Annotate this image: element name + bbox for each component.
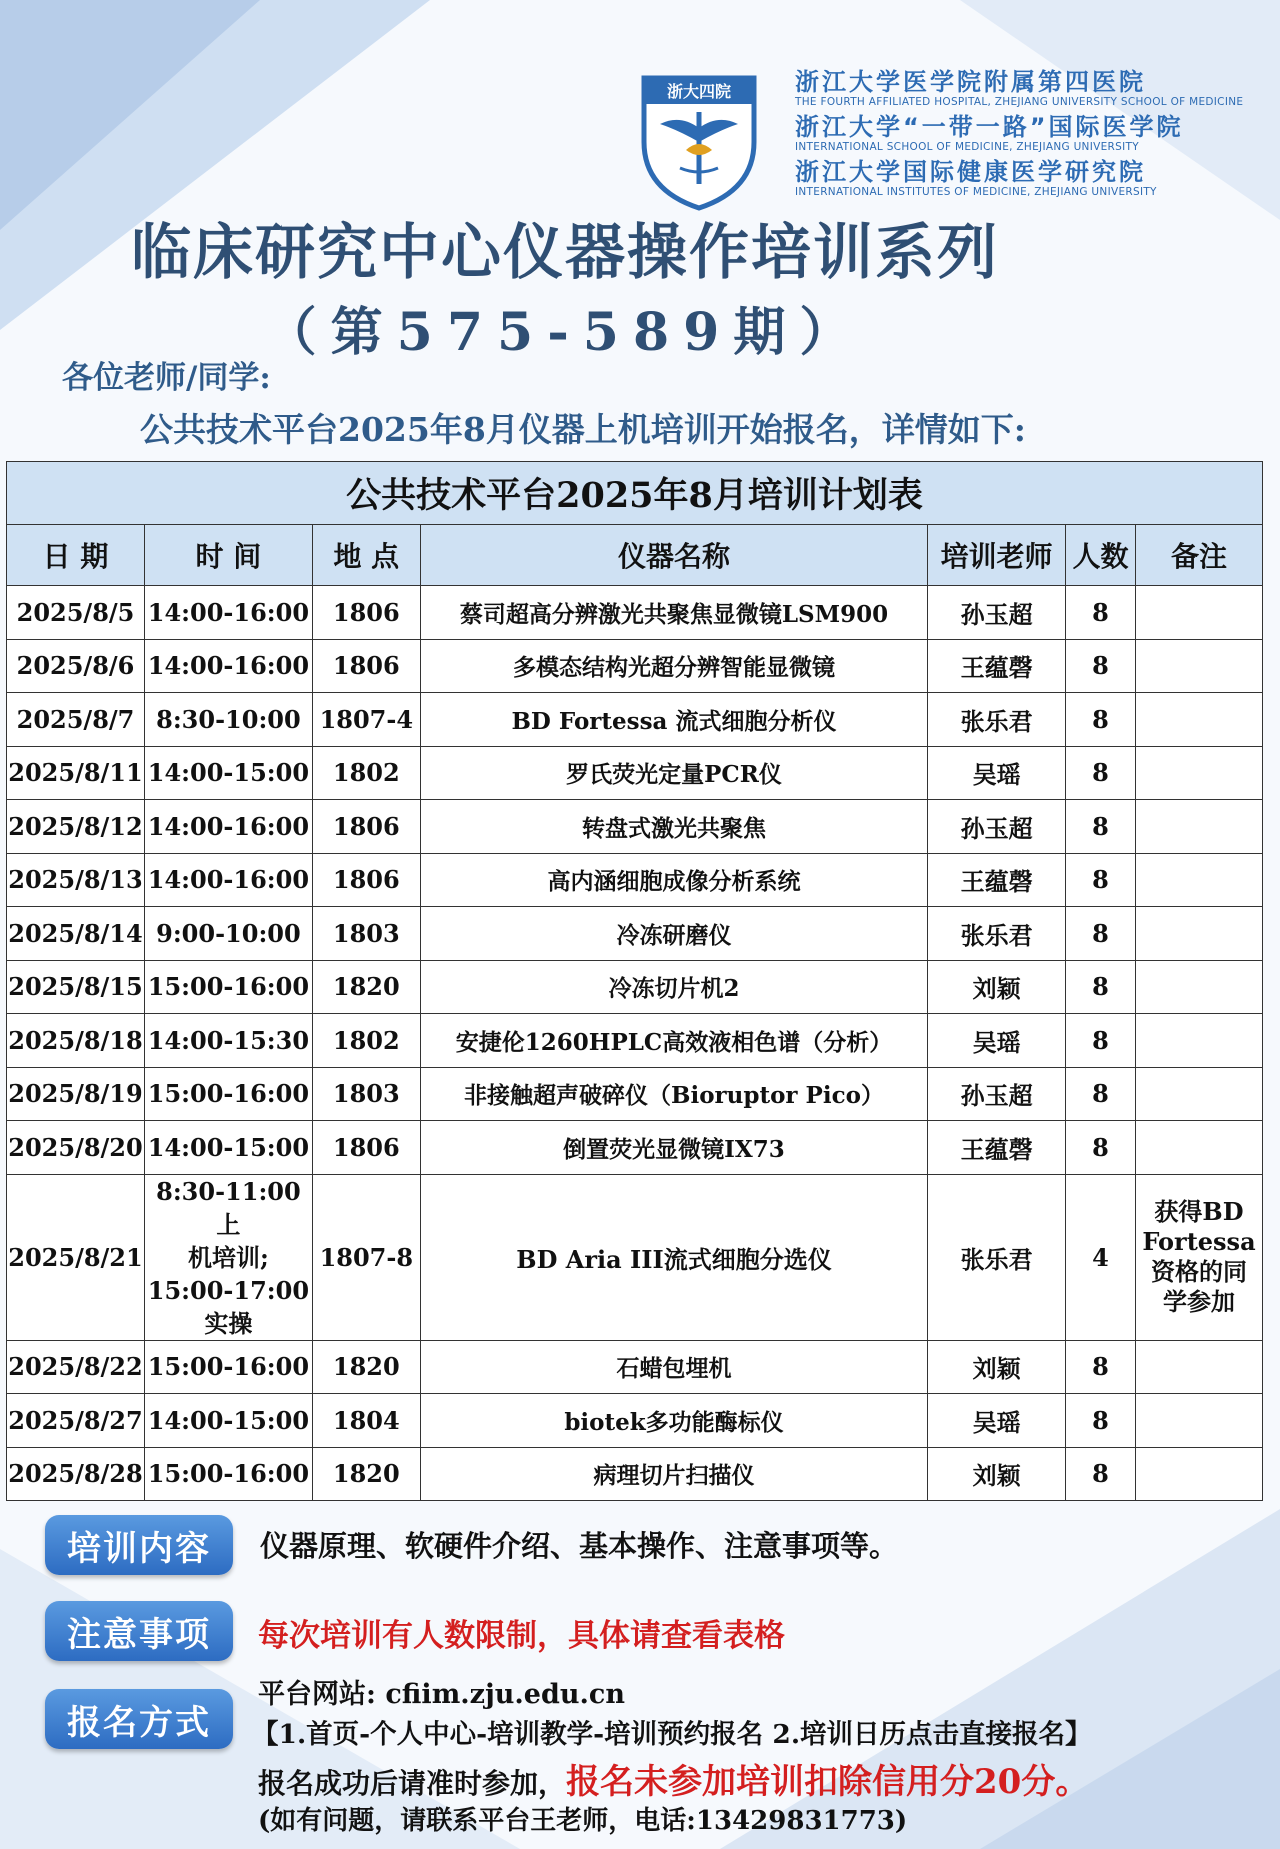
- cell-time: [144, 1174, 312, 1340]
- table-row: [7, 1447, 1263, 1501]
- column-header: 备注: [1135, 525, 1262, 586]
- remark-line: 资格的同: [1150, 1257, 1247, 1286]
- cell-room: 1820: [312, 960, 420, 1014]
- remark-line: 学参加: [1162, 1287, 1235, 1316]
- cell-instrument: BD Aria III流式细胞分选仪: [420, 1174, 927, 1340]
- cell-teacher: 孙玉超: [928, 1067, 1066, 1121]
- training-content-text: 仪器原理、软硬件介绍、基本操作、注意事项等。: [260, 1529, 899, 1563]
- cell-time: 9:00-10:00: [144, 907, 312, 961]
- cell-instrument: 冷冻切片机2: [420, 960, 927, 1014]
- bg-decoration: [0, 0, 260, 230]
- cell-time-line: 实操: [204, 1308, 253, 1338]
- remark-line: Fortessa: [1142, 1227, 1256, 1256]
- notice-label: 注意事项: [45, 1601, 233, 1661]
- cell-time: 14:00-15:00: [144, 1121, 312, 1175]
- cell-instrument: 病理切片扫描仪: [420, 1447, 927, 1501]
- cell-time: 14:00-15:30: [144, 1014, 312, 1068]
- cell-room: 1806: [312, 853, 420, 907]
- cell-date: 2025/8/13: [7, 853, 145, 907]
- institution-name: 浙江大学“一带一路”国际医学院: [795, 113, 1184, 141]
- cell-date: 2025/8/27: [7, 1394, 145, 1448]
- cell-date: 2025/8/6: [7, 639, 145, 693]
- cell-room: 1806: [312, 639, 420, 693]
- institution-name-en: THE FOURTH AFFILIATED HOSPITAL, ZHEJIANG UNIVERSITY SCHOOL OF MEDICINE: [795, 96, 1244, 108]
- column-header: 日 期: [7, 525, 145, 586]
- institution-name-en: INTERNATIONAL INSTITUTES OF MEDICINE, ZHEJIANG UNIVERSITY: [795, 186, 1157, 198]
- table-row: [7, 1394, 1263, 1448]
- cell-time-line: 15:00-17:00: [147, 1275, 310, 1305]
- cell-time: 14:00-16:00: [144, 586, 312, 640]
- cell-date: 2025/8/28: [7, 1447, 145, 1501]
- cell-time: 14:00-16:00: [144, 853, 312, 907]
- table-row: [7, 1340, 1263, 1394]
- table-row: [7, 853, 1263, 907]
- cell-date: 2025/8/14: [7, 907, 145, 961]
- cell-room: 1820: [312, 1447, 420, 1501]
- cell-room: 1806: [312, 800, 420, 854]
- cell-instrument: BD Fortessa 流式细胞分析仪: [420, 693, 927, 747]
- cell-remark: [1135, 1014, 1262, 1068]
- attend-prefix: 报名成功后请准时参加，: [258, 1767, 567, 1800]
- cell-remark: [1135, 1394, 1262, 1448]
- table-row: [7, 1067, 1263, 1121]
- cell-room: 1807-4: [312, 693, 420, 747]
- table-row: [7, 586, 1263, 640]
- table-row: [7, 1121, 1263, 1175]
- cell-teacher: 吴瑶: [928, 746, 1066, 800]
- cell-date: 2025/8/5: [7, 586, 145, 640]
- table-row: [7, 1014, 1263, 1068]
- cell-instrument: 石蜡包埋机: [420, 1340, 927, 1394]
- hospital-logo: [640, 72, 758, 212]
- cell-date: 2025/8/15: [7, 960, 145, 1014]
- cell-room: 1806: [312, 586, 420, 640]
- table-caption: 公共技术平台2025年8月培训计划表: [7, 462, 1263, 525]
- cell-teacher: 刘颖: [928, 1340, 1066, 1394]
- cell-time-line: 机培训;: [187, 1242, 269, 1272]
- cell-time-line: 8:30-11:00上: [156, 1176, 301, 1239]
- cell-remark: [1135, 639, 1262, 693]
- cell-remark: [1135, 960, 1262, 1014]
- page-subtitle: （第575-589期）: [264, 302, 866, 363]
- table-row: [7, 639, 1263, 693]
- institution-name-en: INTERNATIONAL SCHOOL OF MEDICINE, ZHEJIANG UNIVERSITY: [795, 141, 1139, 153]
- cell-room: 1803: [312, 907, 420, 961]
- cell-count: 8: [1066, 746, 1136, 800]
- cell-remark: [1135, 1447, 1262, 1501]
- cell-room: 1806: [312, 1121, 420, 1175]
- cell-date: 2025/8/22: [7, 1340, 145, 1394]
- cell-room: 1803: [312, 1067, 420, 1121]
- cell-remark: [1135, 800, 1262, 854]
- greeting: 各位老师/同学:: [62, 360, 271, 396]
- cell-teacher: 吴瑶: [928, 1394, 1066, 1448]
- cell-instrument: 多模态结构光超分辨智能显微镜: [420, 639, 927, 693]
- cell-instrument: 蔡司超高分辨激光共聚焦显微镜LSM900: [420, 586, 927, 640]
- cell-remark: [1135, 586, 1262, 640]
- cell-date: 2025/8/11: [7, 746, 145, 800]
- cell-time: 14:00-16:00: [144, 639, 312, 693]
- cell-count: 8: [1066, 1447, 1136, 1501]
- cell-remark: [1135, 1340, 1262, 1394]
- cell-count: 8: [1066, 693, 1136, 747]
- page-title: 临床研究中心仪器操作培训系列: [131, 218, 999, 288]
- cell-remark: [1135, 1174, 1262, 1340]
- cell-date: 2025/8/7: [7, 693, 145, 747]
- cell-instrument: 安捷伦1260HPLC高效液相色谱（分析）: [420, 1014, 927, 1068]
- institution-block: [795, 68, 1245, 203]
- column-header: 人数: [1066, 525, 1136, 586]
- cell-time: 15:00-16:00: [144, 1067, 312, 1121]
- cell-count: 8: [1066, 853, 1136, 907]
- cell-date: 2025/8/19: [7, 1067, 145, 1121]
- cell-remark: [1135, 1121, 1262, 1175]
- table-row: [7, 693, 1263, 747]
- cell-date: 2025/8/18: [7, 1014, 145, 1068]
- cell-remark: [1135, 1067, 1262, 1121]
- cell-teacher: 刘颖: [928, 1447, 1066, 1501]
- cell-time: 15:00-16:00: [144, 960, 312, 1014]
- cell-remark: [1135, 853, 1262, 907]
- cell-remark: [1135, 693, 1262, 747]
- table-row: [7, 746, 1263, 800]
- cell-count: 4: [1066, 1174, 1136, 1340]
- table-row: [7, 907, 1263, 961]
- cell-teacher: 吴瑶: [928, 1014, 1066, 1068]
- cell-teacher: 张乐君: [928, 693, 1066, 747]
- cell-teacher: 王蕴磬: [928, 853, 1066, 907]
- cell-instrument: 罗氏荧光定量PCR仪: [420, 746, 927, 800]
- signup-label: 报名方式: [45, 1689, 233, 1749]
- column-header: 地 点: [312, 525, 420, 586]
- institution-name: 浙江大学医学院附属第四医院: [795, 68, 1146, 96]
- cell-instrument: 非接触超声破碎仪（Bioruptor Pico）: [420, 1067, 927, 1121]
- cell-teacher: 王蕴磬: [928, 639, 1066, 693]
- cell-count: 8: [1066, 1067, 1136, 1121]
- cell-teacher: 张乐君: [928, 1174, 1066, 1340]
- table-row: [7, 800, 1263, 854]
- cell-room: 1804: [312, 1394, 420, 1448]
- signup-steps: 【1.首页-个人中心-培训教学-培训预约报名 2.培训日历点击直接报名】: [252, 1719, 1092, 1750]
- cell-count: 8: [1066, 1014, 1136, 1068]
- cell-instrument: 转盘式激光共聚焦: [420, 800, 927, 854]
- cell-count: 8: [1066, 1121, 1136, 1175]
- training-content-label: 培训内容: [45, 1515, 233, 1575]
- logo-text: 浙大四院: [666, 82, 732, 101]
- notice-text: 每次培训有人数限制，具体请查看表格: [258, 1618, 785, 1654]
- training-schedule-table: [6, 461, 1263, 1501]
- cell-time: 15:00-16:00: [144, 1447, 312, 1501]
- contact-text: (如有问题，请联系平台王老师，电话:13429831773): [258, 1806, 908, 1836]
- intro-text: 公共技术平台2025年8月仪器上机培训开始报名，详情如下:: [140, 410, 1026, 449]
- cell-time: 14:00-15:00: [144, 1394, 312, 1448]
- cell-count: 8: [1066, 639, 1136, 693]
- cell-room: 1807-8: [312, 1174, 420, 1340]
- column-header: 培训老师: [928, 525, 1066, 586]
- cell-date: 2025/8/20: [7, 1121, 145, 1175]
- cell-time: 14:00-15:00: [144, 746, 312, 800]
- cell-room: 1802: [312, 1014, 420, 1068]
- cell-count: 8: [1066, 800, 1136, 854]
- column-header: 仪器名称: [420, 525, 927, 586]
- cell-teacher: 刘颖: [928, 960, 1066, 1014]
- cell-instrument: biotek多功能酶标仪: [420, 1394, 927, 1448]
- cell-count: 8: [1066, 1394, 1136, 1448]
- attend-warning: 报名未参加培训扣除信用分20分。: [566, 1762, 1090, 1802]
- cell-room: 1802: [312, 746, 420, 800]
- cell-time: 14:00-16:00: [144, 800, 312, 854]
- cell-count: 8: [1066, 960, 1136, 1014]
- cell-count: 8: [1066, 1340, 1136, 1394]
- table-row: [7, 1174, 1263, 1340]
- cell-teacher: 孙玉超: [928, 800, 1066, 854]
- attend-line: [258, 1754, 1089, 1803]
- cell-date: 2025/8/12: [7, 800, 145, 854]
- remark-line: 获得BD: [1154, 1197, 1244, 1226]
- website-text: 平台网站: cfiim.zju.edu.cn: [258, 1679, 625, 1710]
- cell-instrument: 高内涵细胞成像分析系统: [420, 853, 927, 907]
- cell-time: 15:00-16:00: [144, 1340, 312, 1394]
- cell-teacher: 孙玉超: [928, 586, 1066, 640]
- table-row: [7, 960, 1263, 1014]
- cell-date: 2025/8/21: [7, 1174, 145, 1340]
- cell-instrument: 冷冻研磨仪: [420, 907, 927, 961]
- cell-teacher: 王蕴磬: [928, 1121, 1066, 1175]
- cell-count: 8: [1066, 907, 1136, 961]
- cell-room: 1820: [312, 1340, 420, 1394]
- institution-name: 浙江大学国际健康医学研究院: [795, 158, 1146, 186]
- cell-remark: [1135, 907, 1262, 961]
- table-header-row: [7, 525, 1263, 586]
- cell-remark: [1135, 746, 1262, 800]
- column-header: 时 间: [144, 525, 312, 586]
- cell-count: 8: [1066, 586, 1136, 640]
- cell-teacher: 张乐君: [928, 907, 1066, 961]
- cell-instrument: 倒置荧光显微镜IX73: [420, 1121, 927, 1175]
- cell-time: 8:30-10:00: [144, 693, 312, 747]
